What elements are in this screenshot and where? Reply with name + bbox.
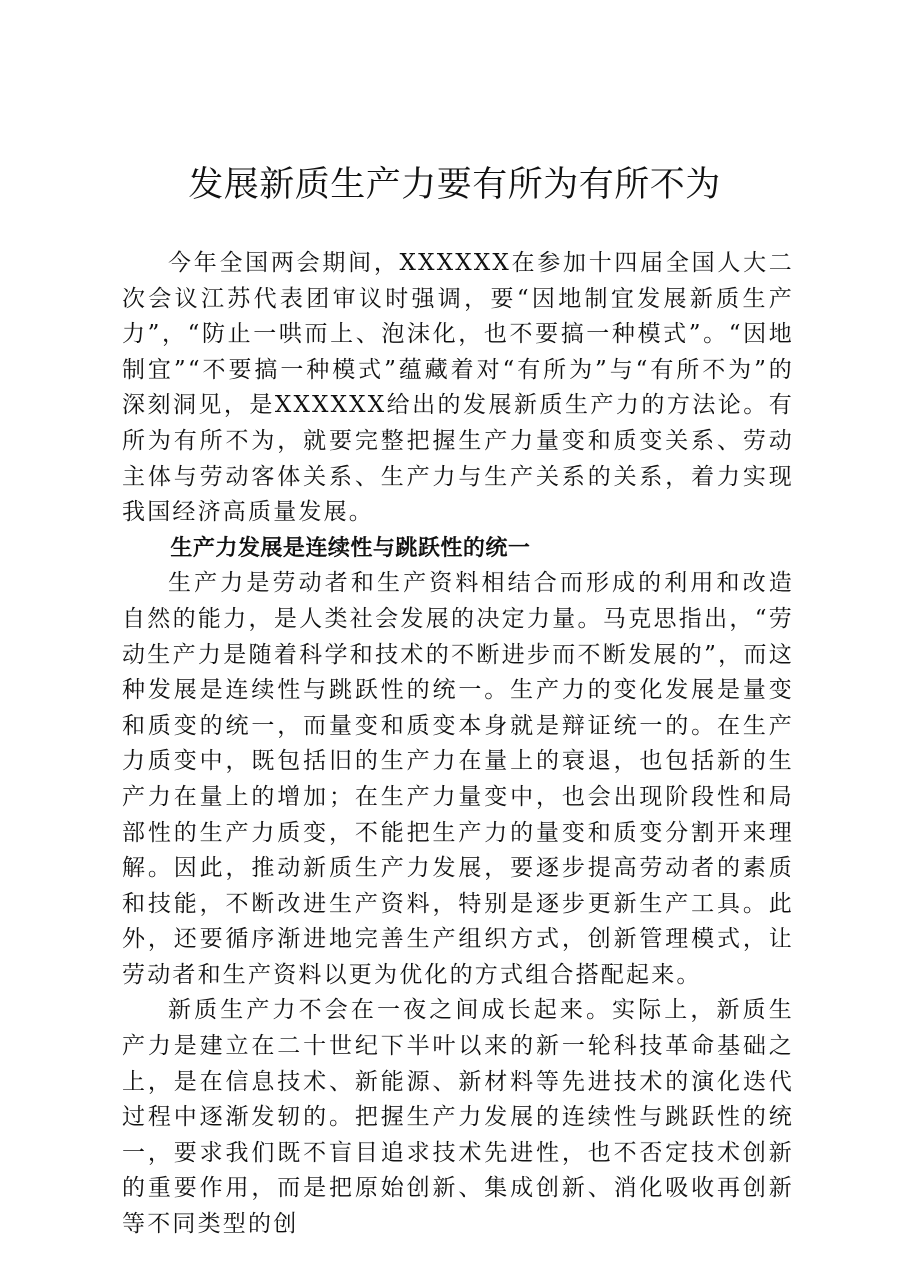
document-body bbox=[122, 246, 794, 1243]
body-paragraph-1: 生产力是劳动者和生产资料相结合而形成的利用和改造自然的能力，是人类社会发展的决定力量。马克思指出，“劳动生产力是随着科学和技术的不断进步而不断发展的”，而这种发展是连续性与跳跃性的统一。生产力的变化发展是量变和质变的统一，而量变和质变本身就是辩证统一的。在生产力质变中，既包括旧的生产力在量上的衰退，也包括新的生产力在量上的增加；在生产力量变中，也会出现阶段性和局部性的生产力质变，不能把生产力的量变和质变分割开来理解。因此，推动新质生产力发展，要逐步提高劳动者的素质和技能，不断改进生产资料，特别是逐步更新生产工具。此外，还要循序渐进地完善生产组织方式，创新管理模式，让劳动者和生产资料以更为优化的方式组合搭配起来。 bbox=[122, 570, 794, 988]
section-heading: 生产力发展是连续性与跳跃性的统一 bbox=[170, 535, 531, 561]
body-paragraph-2: 新质生产力不会在一夜之间成长起来。实际上，新质生产力是建立在二十世纪下半叶以来的新一轮科技革命基础之上，是在信息技术、新能源、新材料等先进技术的演化迭代过程中逐渐发轫的。把握生产力发展的连续性与跳跃性的统一，要求我们既不盲目追求技术先进性，也不否定技术创新的重要作用，而是把原始创新、集成创新、消化吸收再创新等不同类型的创 bbox=[122, 997, 794, 1238]
intro-paragraph: 今年全国两会期间，XXXXXX在参加十四届全国人大二次会议江苏代表团审议时强调，要“因地制宜发展新质生产力”，“防止一哄而上、泡沫化，也不要搞一种模式”。“因地制宜”“不要搞一种模式”蕴藏着对“有所为”与“有所不为”的深刻洞见，是XXXXXX给出的发展新质生产力的方法论。有所为有所不为，就要完整把握生产力量变和质变关系、劳动主体与劳动客体关系、生产力与生产关系的关系，着力实现我国经济高质量发展。 bbox=[122, 250, 794, 526]
document-title: 发展新质生产力要有所为有所不为 bbox=[188, 165, 721, 205]
